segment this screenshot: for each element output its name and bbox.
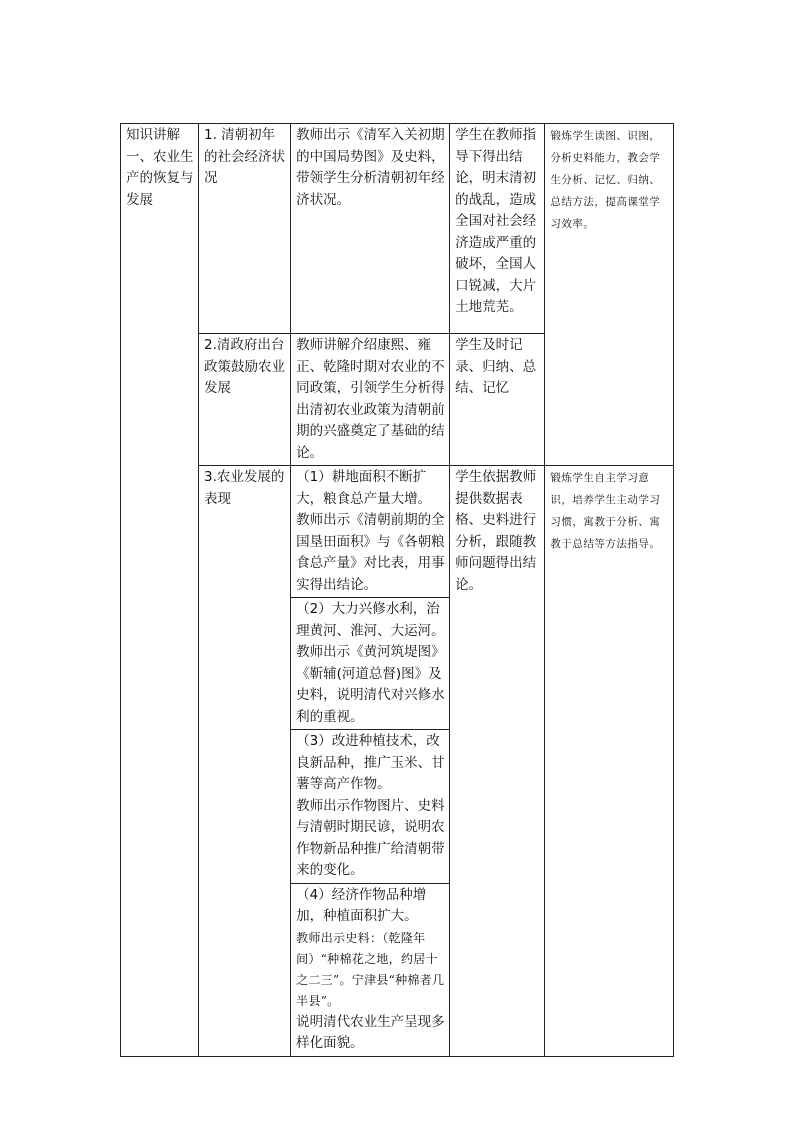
topic-label: 1. 清朝初年的社会经济状况 bbox=[203, 127, 285, 186]
teacher-activity-text: 教师讲解介绍康熙、雍正、乾隆时期对农业的不同政策，引领学生分析得出清初农业政策为清朝前期的兴盛奠定了基础的结论。 bbox=[296, 337, 445, 461]
teacher-activity-cell bbox=[291, 334, 450, 466]
topic-cell bbox=[198, 334, 290, 466]
goal-text: 锻炼学生自主学习意识，培养学生主动学习习惯，寓教于分析、寓教于总结等方法指导。 bbox=[550, 472, 661, 550]
student-activity-cell bbox=[450, 124, 545, 334]
item-heading: （1）耕地面积不断扩大，粮食总产量大增。 bbox=[296, 469, 432, 507]
teacher-activity-cell bbox=[291, 883, 450, 1056]
topic-label: 3.农业发展的表现 bbox=[203, 469, 285, 507]
teacher-activity-cell bbox=[291, 124, 450, 334]
teacher-activity-cell bbox=[291, 466, 450, 598]
lesson-plan-table bbox=[120, 123, 674, 1057]
student-activity-text: 学生及时记录、归纳、总结、记忆 bbox=[455, 337, 537, 396]
teacher-activity-cell bbox=[291, 730, 450, 884]
item-body: 教师出示作物图片、史料与清朝时期民谚，说明农作物新品种推广给清朝带来的变化。 bbox=[296, 797, 445, 878]
teacher-activity-cell bbox=[291, 598, 450, 730]
item-heading: （3）改进种植技术，改良新品种，推广玉米、甘薯等高产作物。 bbox=[296, 733, 445, 792]
student-activity-cell bbox=[450, 334, 545, 466]
item-heading: （2）大力兴修水利，治理黄河、淮河、大运河。 bbox=[296, 601, 445, 639]
item-body: 说明清代农业生产呈现多样化面貌。 bbox=[296, 1013, 445, 1051]
student-activity-text: 学生依据教师提供数据表格、史料进行分析，跟随教师问题得出结论。 bbox=[455, 469, 537, 593]
item-quote: 教师出示史料：（乾隆年间）“种棉花之地，约居十之二三”。宁津县“种棉者几半县”。 bbox=[296, 930, 445, 1008]
section-cell bbox=[121, 124, 199, 1057]
goal-cell bbox=[545, 124, 674, 466]
teacher-activity-text: 教师出示《清军入关初期的中国局势图》及史料，带领学生分析清朝初年经济状况。 bbox=[296, 127, 445, 208]
table-row bbox=[121, 124, 674, 334]
student-activity-text: 学生在教师指导下得出结论，明末清初的战乱，造成全国对社会经济造成严重的破坏，全国人口锐减，大片土地荒芜。 bbox=[455, 127, 537, 315]
item-body: 教师出示《黄河筑堤图》《靳辅(河道总督)图》及史料，说明清代对兴修水利的重视。 bbox=[296, 644, 445, 725]
topic-label: 2.清政府出台政策鼓励农业发展 bbox=[203, 337, 285, 396]
goal-text: 锻炼学生读图、识图，分析史料能力，教会学生分析、记忆、归纳、总结方法，提高课堂学习效率。 bbox=[550, 130, 661, 230]
topic-cell bbox=[198, 466, 290, 1057]
student-activity-cell bbox=[450, 466, 545, 1057]
goal-cell bbox=[545, 466, 674, 1057]
section-label: 知识讲解一、农业生产的恢复与发展 bbox=[126, 127, 194, 208]
item-heading: （4）经济作物品种增加，种植面积扩大。 bbox=[296, 886, 427, 924]
table-row bbox=[121, 466, 674, 598]
topic-cell bbox=[198, 124, 290, 334]
item-body: 教师出示《清朝前期的全国垦田面积》与《各朝粮食总产量》对比表，用事实得出结论。 bbox=[296, 512, 445, 593]
